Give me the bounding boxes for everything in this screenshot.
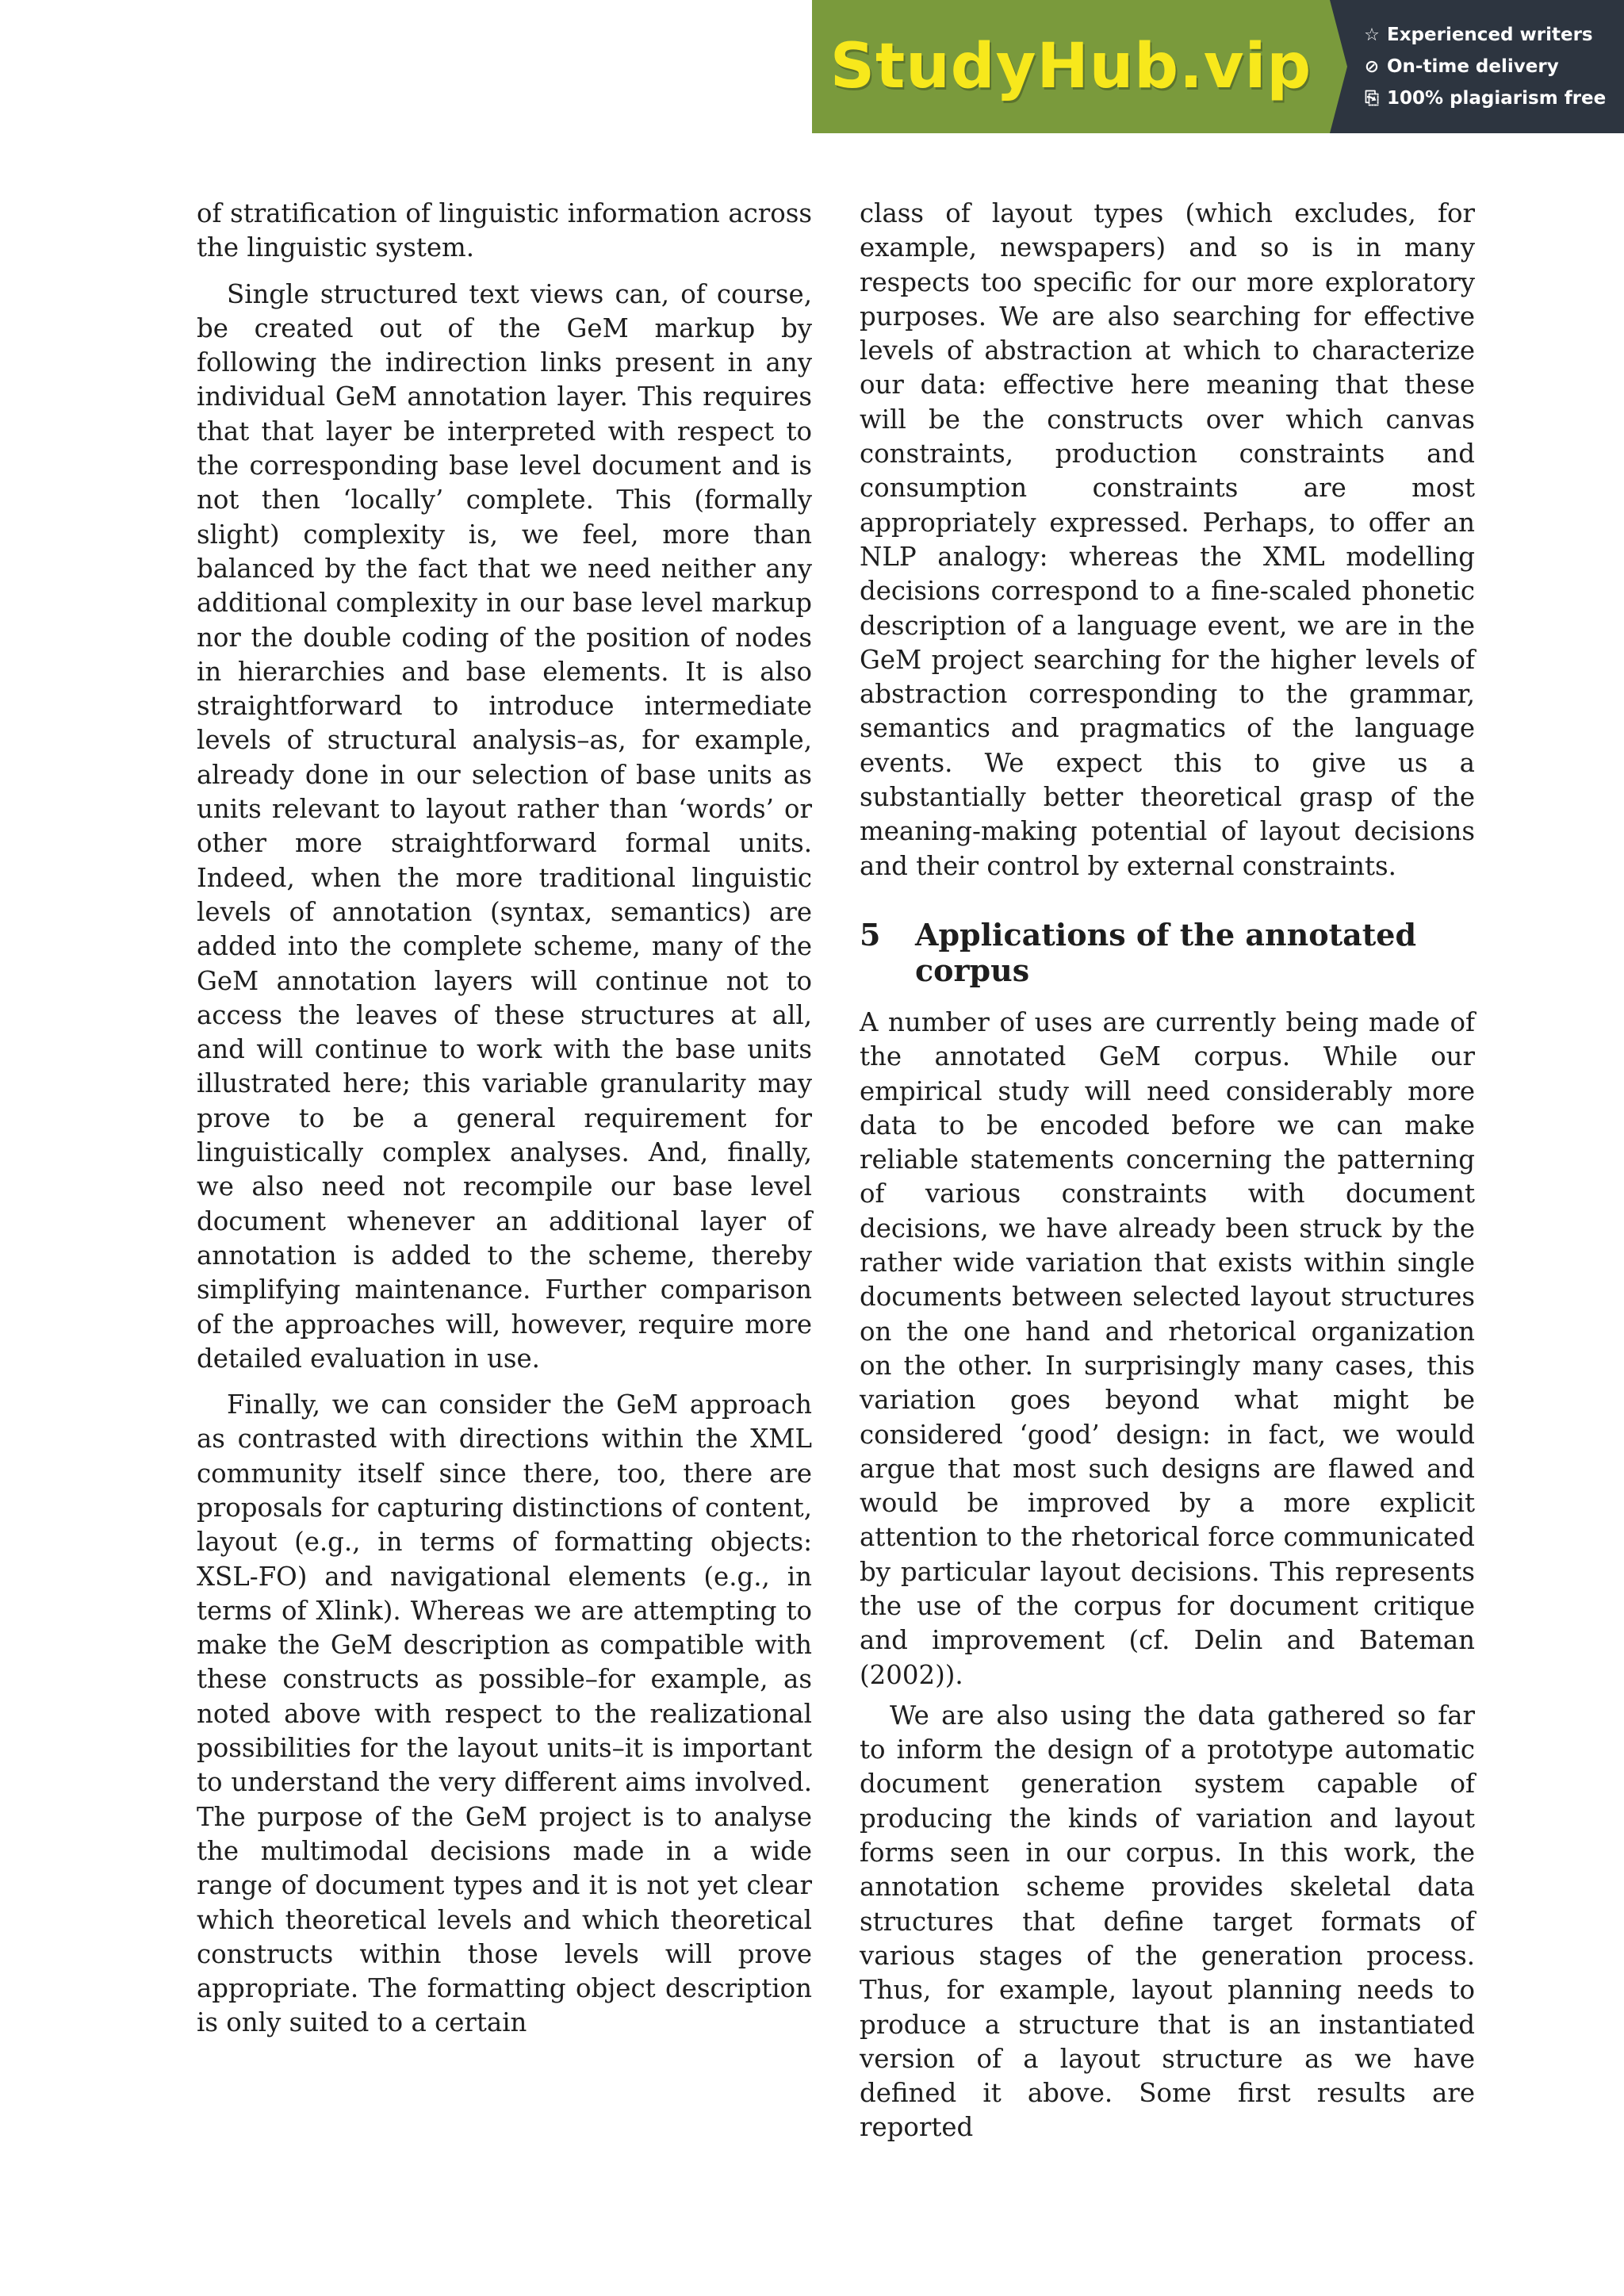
feature-on-time-delivery [1362,51,1624,82]
section-heading [860,917,1475,988]
copy-icon: ⎘ [1365,88,1379,109]
paragraph: Finally, we can consider the GeM approach as contrasted with directions within the XML community itself since there, too, there are proposals for capturing distinctions of content, layout (e.g., in terms of formatting objects: XSL-FO) and navigational elements (e.g., in terms of Xlink). Whereas we are attempting to make the GeM description as compatible with these constructs as possible–for example, as noted above with respect to the realizational possibilities for the layout units–it is important to understand the very different aims involved. The purpose of the GeM project is to analyse the multimodal decisions made in a wide range of document types and it is not yet clear which theoretical levels and which theoretical constructs within those levels will prove appropriate. The formatting object description is only suited to a certain [197,1389,812,2038]
feature-label: On-time delivery [1387,56,1559,77]
banner-feature-list [1330,0,1624,133]
feature-label: Experienced writers [1387,25,1593,45]
paragraph: Single structured text views can, of course, be created out of the GeM markup by following the indirection links present in any individual GeM annotation layer. This requires that that layer be interpreted with respect to the corresponding base level document and is not then ‘locally’ complete. This (formally slight) complexity is, we feel, more than balanced by the fact that we need neither any additional complexity in our base level markup nor the double coding of the position of nodes in hierarchies and base elements. It is also straightforward to introduce intermediate levels of structural analysis–as, for example, already done in our selection of base units as units relevant to layout rather than ‘words’ or other more straightforward formal units. Indeed, when the more traditional linguistic levels of annotation (syntax, semantics) are added into the complete scheme, many of the GeM annotation layers will continue not to access the leaves of these structures at all, and will continue to work with the base units illustrated here; this variable granularity may prove to be a general requirement for linguistically complex analyses. And, finally, we also need not recompile our base level document whenever an additional layer of annotation is added to the scheme, thereby simplifying maintenance. Further comparison of the approaches will, however, require more detailed evaluation in use. [197,278,812,1374]
feature-experienced-writers [1362,19,1624,51]
left-column [197,197,812,2041]
section-title: Applications of the annotated corpus [915,916,1417,988]
banner-logo-box [812,0,1330,133]
studyhub-banner[interactable] [812,0,1624,133]
banner-chevron-divider [1330,0,1347,133]
paragraph: A number of uses are currently being made of the annotated GeM corpus. While our empirical study will need considerably more data to be encoded before we can make reliable statements concerning the patterning of various constraints with document decisions, we have already been struck by the rather wide variation that exists within single documents between selected layout structures on the one hand and rhetorical organization on the other. In surprisingly many cases, this variation goes beyond what might be considered ‘good’ design: in fact, we would argue that most such designs are flawed and would be improved by a more explicit attention to the rhetorical force communicated by particular layout decisions. This represents the use of the corpus for document critique and improvement (cf. Delin and Bateman (2002)). [860,1006,1475,1690]
paragraph: class of layout types (which excludes, for example, newspapers) and so is in many respects too specific for our more exploratory purposes. We are also searching for effective levels of abstraction at which to characterize our data: effective here meaning that these will be the constructs over which canvas constraints, production constraints and consumption constraints are most appropriately expressed. Perhaps, to offer an NLP analogy: whereas the XML modelling decisions correspond to a fine-scaled phonetic description of a language event, we are in the GeM project searching for the higher levels of abstraction corresponding to the grammar, semantics and pragmatics of the language events. We expect this to give us a substantially better theoretical grasp of the meaning-making potential of layout decisions and their control by external constraints. [860,198,1475,881]
paragraph: We are also using the data gathered so far to inform the design of a prototype automatic document generation system capable of producing the kinds of variation and layout forms seen in our corpus. In this work, the annotation scheme provides skeletal data structures that define target formats of various stages of the generation process. Thus, for example, layout planning needs to produce a structure that is an instantiated version of a layout structure as we have defined it above. Some first results are reported [860,1700,1475,2143]
feature-label: 100% plagiarism free [1387,88,1607,109]
section-number: 5 [860,916,881,953]
clock-icon: ⊘ [1364,56,1380,77]
paragraph: of stratification of linguistic information across the linguistic system. [197,198,812,263]
right-column [860,197,1475,2145]
star-icon: ☆ [1364,25,1380,45]
feature-plagiarism-free [1362,82,1624,114]
studyhub-logo: StudyHub.vip [829,31,1312,102]
